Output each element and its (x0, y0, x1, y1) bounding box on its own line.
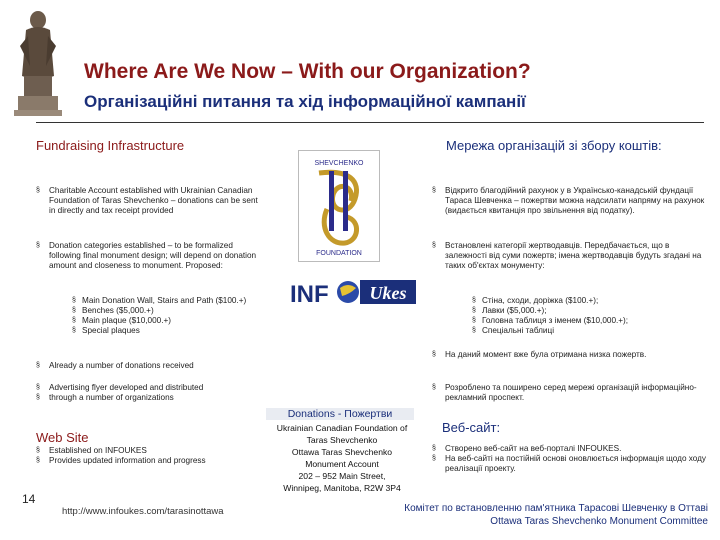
logo-ukes-text: Ukes (369, 283, 407, 303)
list-item: § Benches ($5,000.+) (72, 306, 282, 316)
list-item: § Advertising flyer developed and distributed (36, 383, 266, 393)
list-item: § Відкрито благодійний рахунок у в Українсько-канадській фундації Тараса Шевченка – пожертви можна надсилати напряму на рахунок (видається квитанція про звільнення від податку). (432, 186, 708, 216)
proposed-list-en (46, 296, 282, 336)
donations-received-ua (432, 350, 708, 360)
donations-heading: Donations - Пожертви (266, 408, 414, 420)
address-line: Winnipeg, Manitoba, R2W 3P4 (283, 483, 401, 493)
list-item: § Already a number of donations received (36, 361, 266, 371)
page-subtitle: Організаційні питання та хід інформаційної кампанії (84, 92, 526, 111)
list-item: § Main plaque ($10,000.+) (72, 316, 282, 326)
list-item: § На даний момент вже була отримана низка пожертв. (432, 350, 708, 360)
flyer-list-ua (432, 383, 708, 403)
address-line: Ottawa Taras Shevchenko (291, 447, 393, 457)
list-item: § Спеціальні таблиці (472, 326, 720, 336)
website-heading-en: Web Site (36, 430, 89, 445)
list-item: § Charitable Account established with Ukrainian Canadian Foundation of Taras Shevchenko – donations can be sent in directly and tax receipt provided (36, 186, 266, 216)
donations-address (262, 422, 422, 494)
fundraising-list-en-2 (36, 241, 266, 271)
list-item: § Встановлені категорії жертводавців. Передбачається, що в залежності від суми пожертв; імена жертводавців будуть згадані на таких об'єктах монументу: (432, 241, 708, 271)
website-list-ua (432, 444, 708, 474)
page-title: Where Are We Now – With our Organization? (84, 60, 531, 83)
logo-text-bottom: FOUNDATION (316, 250, 362, 257)
list-item: § Main Donation Wall, Stairs and Path ($100.+) (72, 296, 282, 306)
address-line: 202 – 952 Main Street, (298, 471, 386, 481)
list-item: § through a number of organizations (36, 393, 266, 403)
logo-info-text: INF (290, 281, 329, 308)
fundraising-list-en (36, 186, 266, 216)
proposed-list-ua (446, 296, 720, 336)
website-list-en (36, 446, 266, 466)
list-item: § На веб-сайті на постійній основі оновлюється інформація щодо ходу реалізації проекту. (432, 454, 708, 474)
infoukes-logo[interactable] (288, 274, 418, 310)
fundraising-heading-en: Fundraising Infrastructure (36, 138, 185, 153)
page-number: 14 (22, 492, 36, 506)
donations-received-en (36, 361, 266, 371)
website-link[interactable]: http://www.infoukes.com/tarasinottawa (62, 506, 224, 517)
list-item: § Provides updated information and progress (36, 456, 266, 466)
fundraising-list-ua-2 (432, 241, 708, 271)
committee-name-en: Ottawa Taras Shevchenko Monument Committee (490, 516, 708, 527)
list-item: § Donation categories established – to be formalized following final monument design; will depend on donation amount and closeness to monument. Proposed: (36, 241, 266, 271)
fundraising-heading-ua: Мережа організацій зі збору коштів: (446, 138, 662, 153)
list-item: § Розроблено та поширено серед мережі організацій інформаційно-рекламний проспект. (432, 383, 708, 403)
fundraising-list-ua (432, 186, 708, 216)
flyer-list-en (36, 383, 266, 403)
address-line: Monument Account (305, 459, 379, 469)
list-item: § Special plaques (72, 326, 282, 336)
list-item: § Стіна, сходи, доріжка ($100.+); (472, 296, 720, 306)
address-line: Ukrainian Canadian Foundation of (276, 423, 408, 433)
list-item: § Established on INFOUKES (36, 446, 266, 456)
shevchenko-statue-image (6, 6, 70, 118)
shevchenko-foundation-logo (298, 150, 380, 262)
committee-name-ua: Комітет по встановленню пам'ятника Тарасові Шевченку в Оттаві (404, 503, 708, 514)
list-item: § Головна таблиця з іменем ($10,000.+); (472, 316, 720, 326)
address-line: Taras Shevchenko (306, 435, 378, 445)
title-divider (36, 122, 704, 123)
list-item: § Створено веб-сайт на веб-порталі INFOUKES. (432, 444, 708, 454)
website-heading-ua: Веб-сайт: (442, 420, 501, 435)
logo-text-top: SHEVCHENKO (314, 160, 364, 167)
list-item: § Лавки ($5,000.+); (472, 306, 720, 316)
